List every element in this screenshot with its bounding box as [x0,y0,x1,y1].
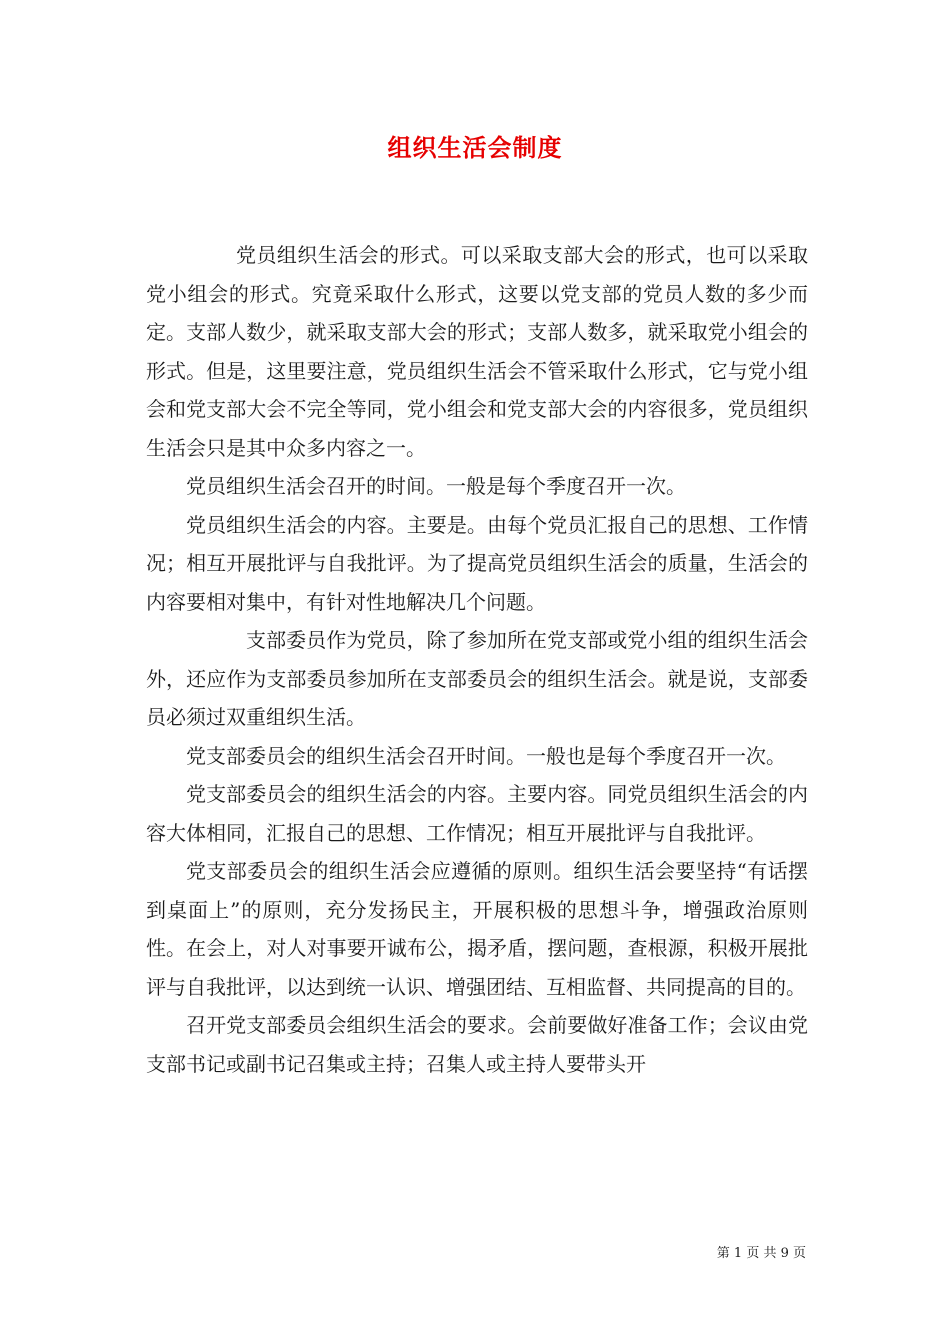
paragraph-7: 党支部委员会的组织生活会应遵循的原则。组织生活会要坚持“有话摆到桌面上”的原则，充分发扬民主，开展积极的思想斗争，增强政治原则性。在会上，对人对事要开诚布公，揭矛盾，摆问题，查根源，积极开展批评与自我批评，以达到统一认识、增强团结、互相监督、共同提高的目的。 [146,859,808,999]
paragraph-6: 党支部委员会的组织生活会的内容。主要内容。同党员组织生活会的内容大体相同，汇报自己的思想、工作情况；相互开展批评与自我批评。 [146,782,808,845]
page-number-footer: 第 1 页 共 9 页 [716,1246,806,1261]
paragraph-2: 党员组织生活会召开的时间。一般是每个季度召开一次。 [186,474,686,498]
page-title: 组织生活会制度 [387,133,563,162]
paragraph-5: 党支部委员会的组织生活会召开时间。一般也是每个季度召开一次。 [186,743,786,768]
paragraph-3: 党员组织生活会的内容。主要是。由每个党员汇报自己的思想、工作情况；相互开展批评与自我批评。为了提高党员组织生活会的质量，生活会的内容要相对集中，有针对性地解决几个问题。 [146,512,808,614]
paragraph-4: 支部委员作为党员，除了参加所在党支部或党小组的组织生活会外，还应作为支部委员参加所在支部委员会的组织生活会。就是说，支部委员必须过双重组织生活。 [146,628,808,729]
paragraph-1: 党员组织生活会的形式。可以采取支部大会的形式，也可以采取党小组会的形式。究竟采取什么形式，这要以党支部的党员人数的多少而定。支部人数少，就采取支部大会的形式；支部人数多，就采取党小组会的形式。但是，这里要注意，党员组织生活会不管采取什么形式，它与党小组会和党支部大会不完全等同，党小组会和党支部大会的内容很多，党员组织生活会只是其中众多内容之一。 [146,243,808,460]
paragraph-8: 召开党支部委员会组织生活会的要求。会前要做好准备工作；会议由党支部书记或副书记召集或主持；召集人或主持人要带头开 [146,1013,808,1076]
document-body [146,236,808,1083]
